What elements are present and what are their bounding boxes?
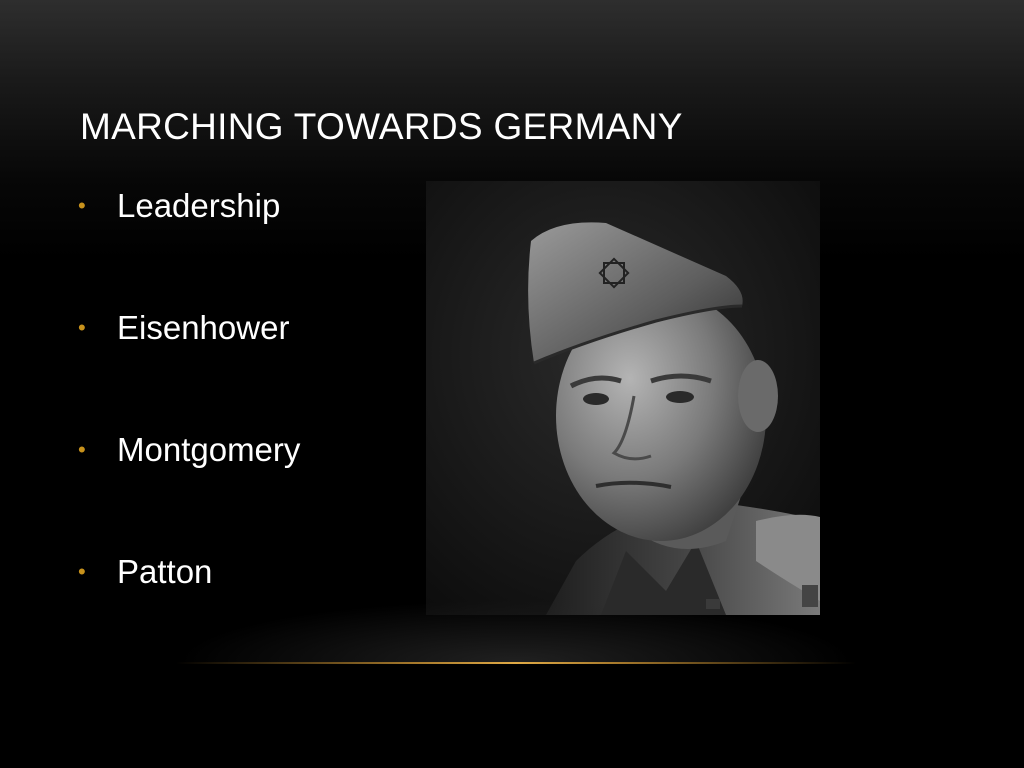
bullet-label: Montgomery (117, 431, 301, 468)
portrait-image (426, 181, 820, 615)
divider-line (176, 662, 856, 664)
bullet-icon: • (78, 193, 86, 218)
bullet-item (78, 548, 300, 596)
bullet-label: Leadership (117, 187, 281, 224)
bullet-label: Eisenhower (117, 309, 290, 346)
portrait-photo (426, 181, 820, 615)
bullet-item (78, 426, 300, 474)
bullet-item (78, 182, 300, 230)
bullet-icon: • (78, 315, 86, 340)
bullet-icon: • (78, 437, 86, 462)
bullet-item (78, 304, 300, 352)
divider-glow (176, 600, 856, 662)
slide-title: MARCHING TOWARDS GERMANY (80, 106, 683, 147)
bullet-label: Patton (117, 553, 213, 590)
bullet-icon: • (78, 559, 86, 584)
bullet-list (78, 182, 300, 670)
